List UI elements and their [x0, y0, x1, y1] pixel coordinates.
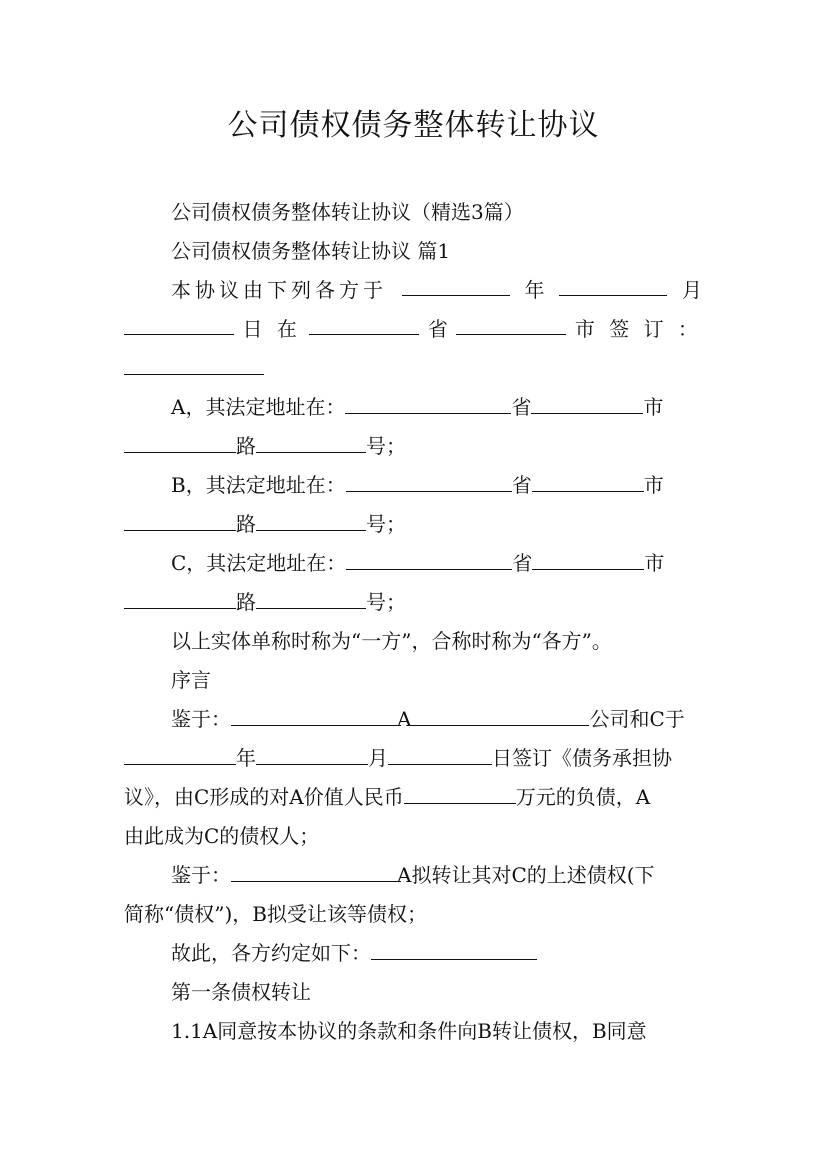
whereas1-month: 月 — [368, 746, 388, 770]
blank-line — [124, 744, 236, 765]
blank-line — [231, 861, 397, 882]
agreement-line — [124, 938, 702, 968]
blank-line — [124, 314, 234, 335]
intro-text: 本协议由下列各方于 — [171, 278, 387, 302]
intro-city: 市 签 订 ： — [574, 317, 702, 341]
blank-line — [531, 393, 643, 414]
party-c-line-1 — [124, 548, 702, 578]
party-a-road: 路 — [236, 434, 256, 458]
blank-line — [124, 510, 236, 531]
whereas1-line-4: 由此成为C的债权人； — [124, 824, 320, 848]
blank-line — [388, 744, 492, 765]
blank-line — [256, 588, 366, 609]
party-c-city: 市 — [644, 551, 665, 575]
blank-line — [411, 705, 589, 726]
party-c-line-2 — [124, 587, 702, 617]
blank-line — [256, 432, 366, 453]
whereas-label: 鉴于： — [171, 707, 231, 731]
blank-line — [256, 510, 366, 531]
preface-heading: 序言 — [171, 668, 211, 692]
blank-line — [456, 314, 566, 335]
blank-line — [124, 588, 236, 609]
blank-line — [371, 939, 537, 960]
whereas1-line-3 — [124, 782, 702, 812]
intro-province: 省 — [427, 317, 448, 341]
party-b-label: B，其法定地址在： — [171, 473, 346, 497]
blank-line — [402, 275, 510, 296]
blank-line — [309, 314, 419, 335]
party-a-number: 号； — [366, 434, 406, 458]
whereas-label: 鉴于： — [171, 863, 231, 887]
article-1-heading: 第一条债权转让 — [171, 980, 311, 1004]
blank-line — [346, 549, 512, 570]
whereas2-line-2: 简称“债权”)，B拟受让该等债权； — [124, 902, 427, 926]
whereas1-day: 日签订《债务承担协 — [492, 746, 672, 770]
party-b-line-1 — [124, 470, 702, 500]
whereas1-debt: 万元的负债，A — [515, 785, 651, 809]
party-b-line-2 — [124, 509, 702, 539]
document-subtitle: 公司债权债务整体转让协议（精选3篇） — [171, 200, 524, 224]
collective-clause: 以上实体单称时称为“一方”，合称时称为“各方”。 — [171, 629, 612, 653]
intro-line-3 — [124, 353, 702, 383]
whereas2-text: A拟转让其对C的上述债权(下 — [397, 863, 655, 887]
whereas2-line-1 — [124, 860, 702, 890]
intro-line-2 — [124, 314, 702, 344]
intro-day: 日 在 — [242, 317, 301, 341]
whereas1-line-1 — [124, 704, 702, 734]
blank-line — [346, 471, 512, 492]
document-title: 公司债权债务整体转让协议 — [227, 108, 600, 143]
party-a-line-1 — [124, 392, 702, 422]
whereas1-line-2 — [124, 743, 702, 773]
party-a-province: 省 — [511, 395, 532, 419]
intro-month: 月 — [682, 278, 702, 302]
whereas1-a: A — [397, 707, 412, 731]
blank-line — [124, 354, 264, 375]
blank-line — [404, 783, 516, 804]
party-b-road: 路 — [236, 512, 256, 536]
blank-line — [345, 393, 511, 414]
section-heading: 公司债权债务整体转让协议 篇1 — [171, 239, 451, 263]
whereas1-value: 议》，由C形成的对A价值人民币 — [124, 785, 404, 809]
party-a-label: A，其法定地址在： — [171, 395, 346, 419]
party-b-number: 号； — [366, 512, 406, 536]
party-a-city: 市 — [643, 395, 664, 419]
party-a-line-2 — [124, 431, 702, 461]
party-c-label: C，其法定地址在： — [171, 551, 347, 575]
blank-line — [124, 432, 236, 453]
whereas1-year: 年 — [236, 746, 256, 770]
party-c-number: 号； — [366, 590, 406, 614]
blank-line — [532, 549, 644, 570]
party-b-province: 省 — [511, 473, 532, 497]
intro-year: 年 — [524, 278, 545, 302]
party-b-city: 市 — [643, 473, 664, 497]
party-c-road: 路 — [236, 590, 256, 614]
blank-line — [532, 471, 644, 492]
agreement-text: 故此，各方约定如下： — [171, 941, 371, 965]
intro-line-1 — [124, 275, 702, 305]
blank-line — [231, 705, 397, 726]
blank-line — [559, 275, 667, 296]
blank-line — [256, 744, 368, 765]
party-c-province: 省 — [512, 551, 533, 575]
clause-1-1: 1.1A同意按本协议的条款和条件向B转让债权，B同意 — [171, 1019, 647, 1043]
whereas1-company: 公司和C于 — [589, 707, 685, 731]
